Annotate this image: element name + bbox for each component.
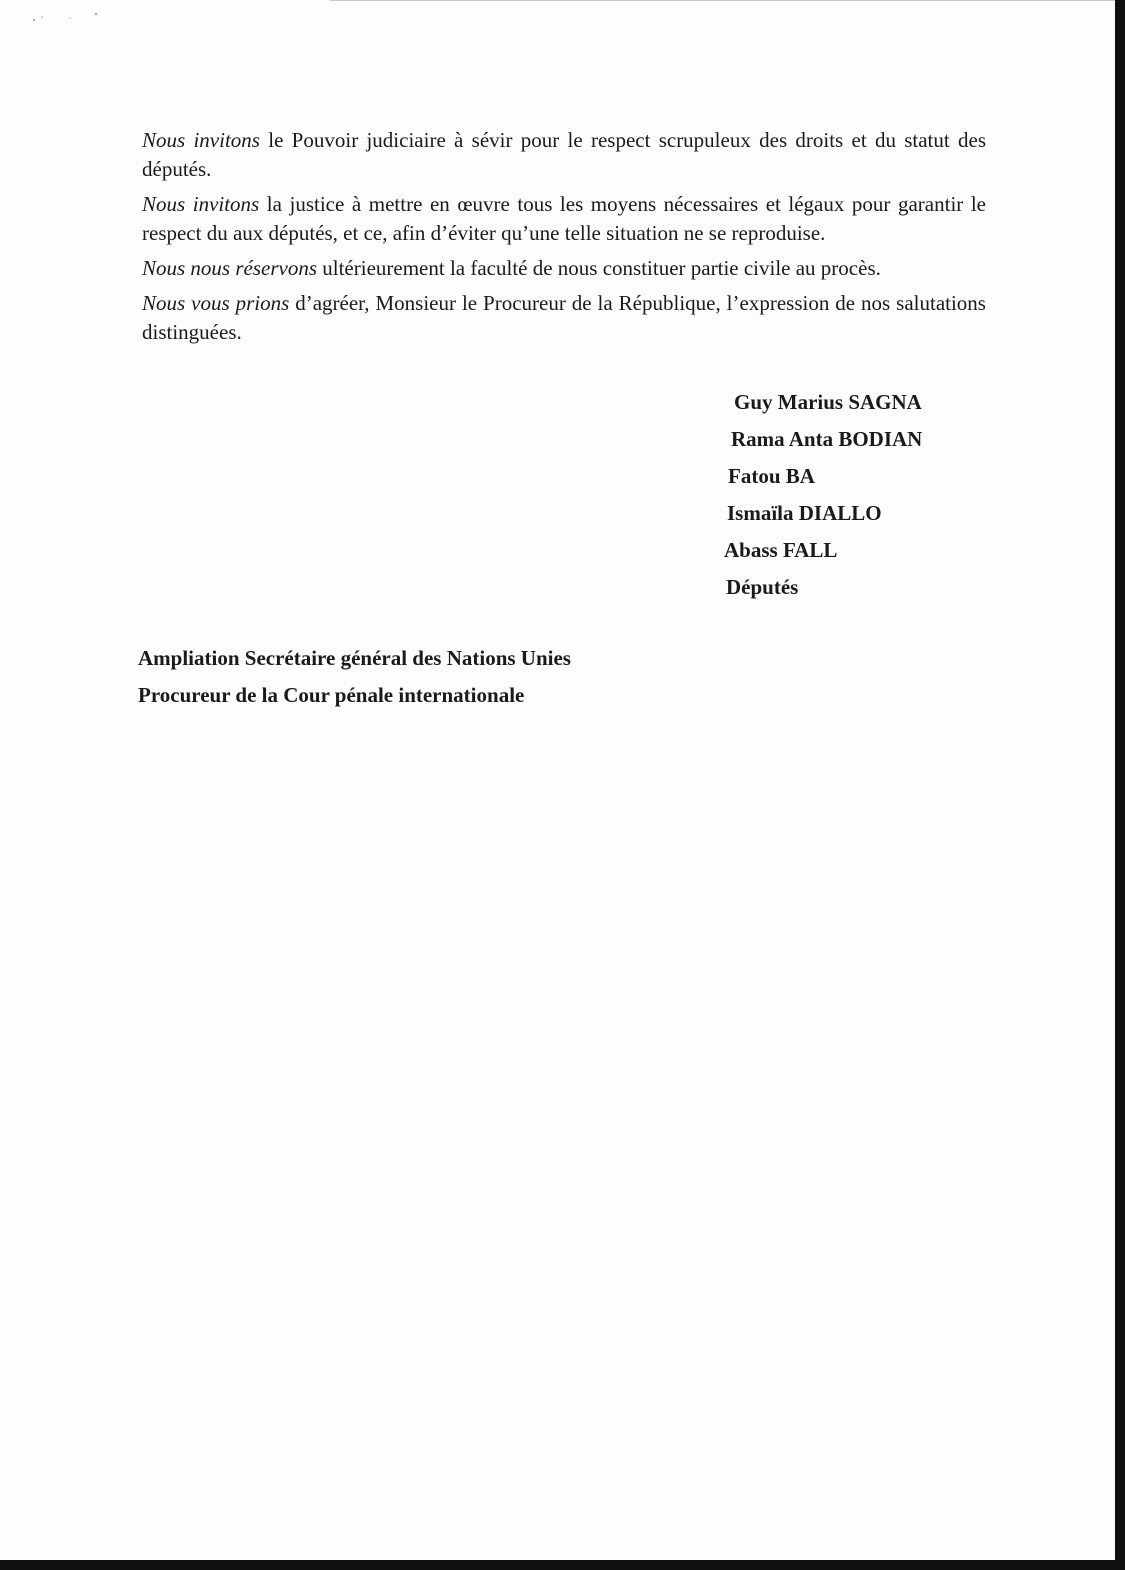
paragraph-text: le Pouvoir judiciaire à sévir pour le respect scrupuleux des droits et du statut des députés. (142, 128, 986, 181)
paragraph-text: la justice à mettre en œuvre tous les moyens nécessaires et légaux pour garantir le respect du aux députés, et ce, afin d’éviter qu’une telle situation ne se reproduise. (142, 192, 986, 245)
signatory-name: Ismaïla DIALLO (727, 501, 882, 525)
signatory-name: Rama Anta BODIAN (731, 427, 923, 451)
scan-specks (30, 8, 110, 28)
signatory-name: Fatou BA (728, 464, 815, 488)
paragraph-lead: Nous vous prions (142, 291, 290, 315)
paragraph-lead: Nous invitons (142, 192, 260, 216)
ampliation-block (138, 640, 571, 714)
paragraph-text: ultérieurement la faculté de nous constituer partie civile au procès. (317, 256, 881, 280)
signatory-name: Abass FALL (724, 538, 838, 562)
paragraph-lead: Nous invitons (142, 128, 260, 152)
page-top-edge (330, 0, 1115, 1)
paragraph-text: d’agréer, Monsieur le Procureur de la République, l’expression de nos salutations distinguées. (142, 291, 986, 344)
signatory-name: Guy Marius SAGNA (734, 390, 922, 414)
ampliation-line: Procureur de la Cour pénale internationale (138, 683, 525, 707)
letter-paragraph (142, 254, 986, 283)
signatories-title: Députés (726, 575, 799, 599)
letter-paragraph (142, 289, 986, 347)
letter-paragraph (142, 126, 986, 184)
letter-body (142, 126, 986, 353)
paragraph-lead: Nous nous réservons (142, 256, 318, 280)
ampliation-line: Ampliation Secrétaire général des Nations Unies (138, 646, 571, 670)
signatories-block (724, 384, 922, 606)
letter-paragraph (142, 190, 986, 248)
